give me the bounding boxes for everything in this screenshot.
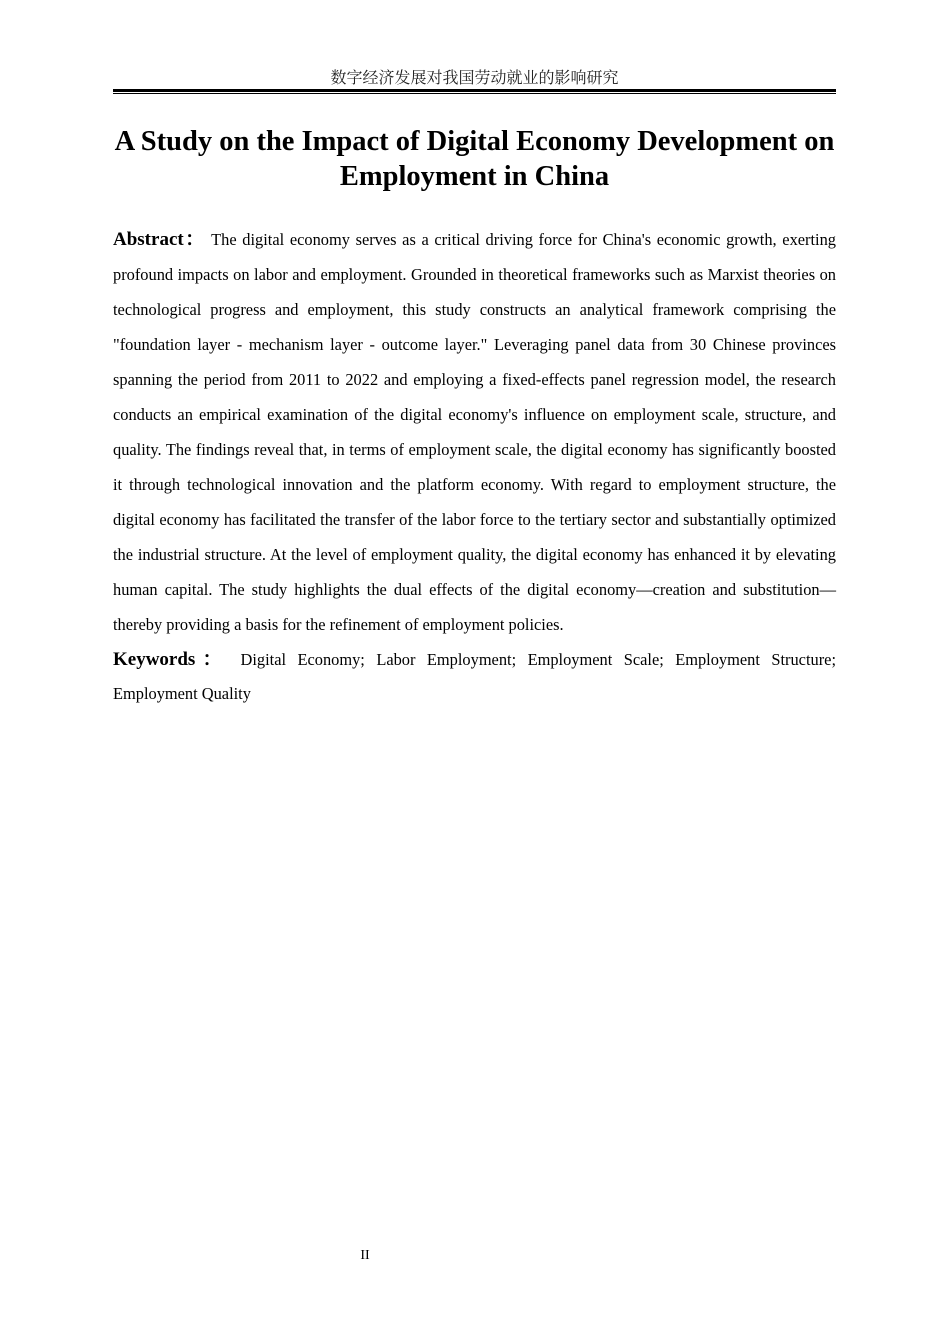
keywords-paragraph	[113, 643, 836, 711]
abstract-paragraph	[113, 222, 836, 642]
abstract-text: The digital economy serves as a critical driving force for China's economic growth, exerting profound impacts on labor and employment. Grounded in theoretical frameworks such as Marxist theories on technological progress and employment, this study constructs an analytical framework comprising the "foundation layer - mechanism layer - outcome layer." Leveraging panel data from 30 Chinese provinces spanning the period from 2011 to 2022 and employing a fixed-effects panel regression model, the research conducts an empirical examination of the digital economy's influence on employment scale, structure, and quality. The findings reveal that, in terms of employment scale, the digital economy has significantly boosted it through technological innovation and the platform economy. With regard to employment structure, the digital economy has facilitated the transfer of the labor force to the tertiary sector and substantially optimized the industrial structure. At the level of employment quality, the digital economy has enhanced it by elevating human capital. The study highlights the dual effects of the digital economy—creation and substitution—thereby providing a basis for the refinement of employment policies.	[113, 230, 836, 634]
paper-title: A Study on the Impact of Digital Economy Development on Employment in China	[114, 126, 835, 192]
page-number: II	[360, 1248, 370, 1263]
running-header: 数字经济发展对我国劳动就业的影响研究	[330, 68, 619, 87]
header-divider	[113, 89, 836, 94]
abstract-label: Abstract：	[113, 229, 206, 250]
keywords-label: Keywords：	[113, 649, 230, 670]
keywords-text: Digital Economy; Labor Employment; Employment Scale; Employment Structure; Employment Quality	[113, 650, 836, 703]
